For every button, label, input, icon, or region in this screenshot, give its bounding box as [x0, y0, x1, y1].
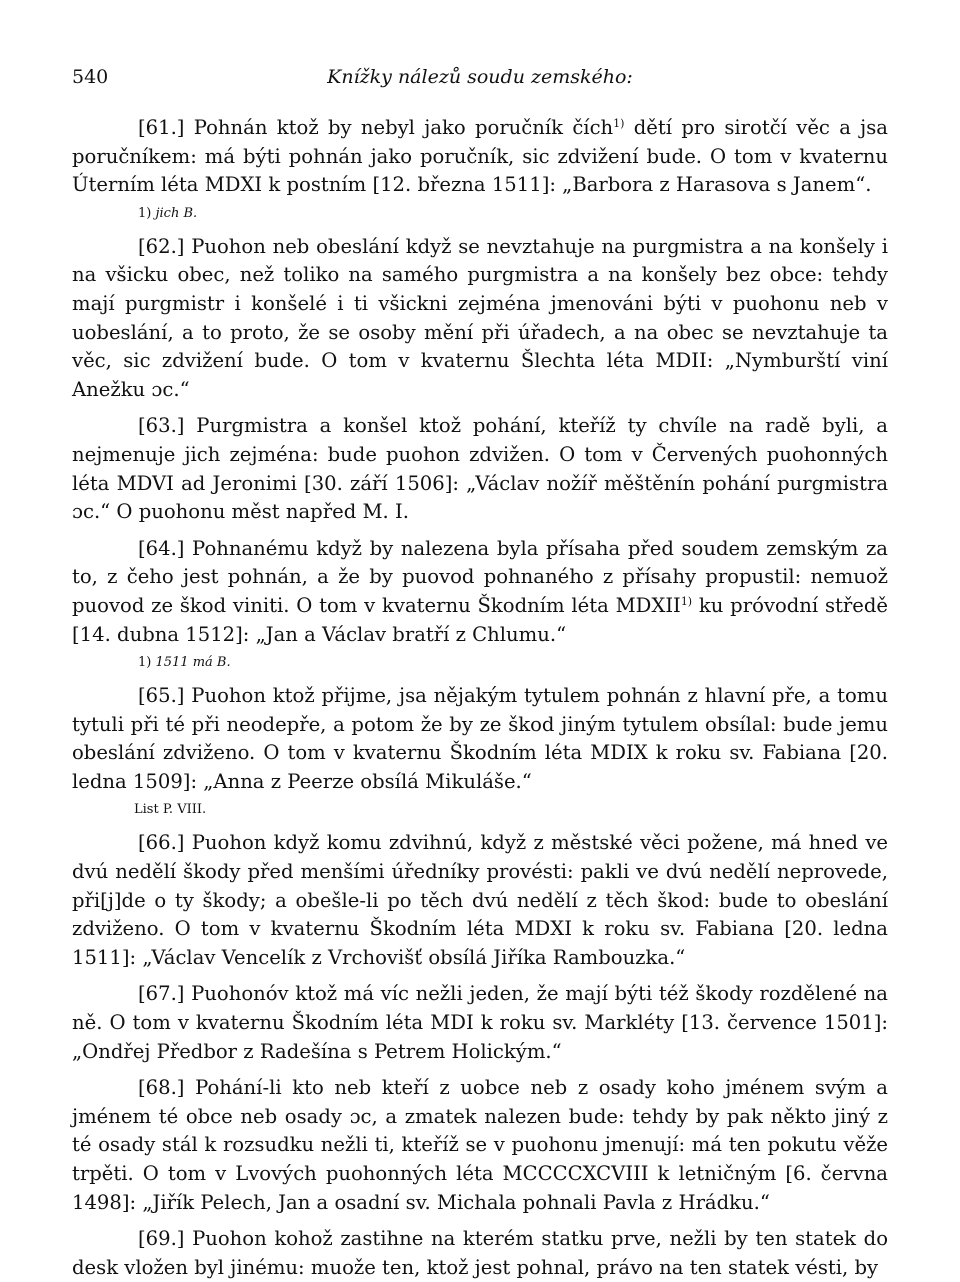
section-63: [63.] Purgmistra a konšel ktož pohání, kteříž ty chvíle na radě byli, a nejmenuje jich zejména: bude puohon zdvižen. O tom v Červených puohonných léta MDVI ad Jeronimi [30. září 1506]: „Václav nožíř měštěnín pohání purgmistra ɔc.“ O puohonu měst napřed M. I. — [72, 414, 888, 524]
page-body — [72, 114, 888, 1282]
footnote: 1) 1511 má B. — [138, 655, 231, 671]
running-title: Knížky nálezů soudu zemského: — [327, 66, 633, 88]
page-number: 540 — [72, 66, 109, 88]
section-62: [62.] Puohon neb obeslání když se nevztahuje na purgmistra a na konšely i na všicku obec, než toliko na samého purgmistra a na konšely bez obce: tehdy mají purgmistr i konšelé i ti všickni zejména jmenováni býti v puohonu neb v uobeslání, a to proto, že se osoby mění při úřadech, a na obec se nevztahuje ta věc, sic zdvižení bude. O tom v kvaternu Šlechta léta MDII: „Nymburští viní Anežku ɔc.“ — [72, 234, 888, 401]
section-69: [69.] Puohon kohož zastihne na kterém statku prve, nežli by ten statek do desk vložen byl jinému: muože ten, ktož jest pohnal, právo na ten statek vésti, by — [72, 1227, 888, 1279]
section-64: [64.] Pohnanému když by nalezena byla přísaha před soudem zemským za to, z čeho jest pohnán, a že by puovod pohnaného z přísahy propustil: nemuož puovod ze škod viniti. O tom v kvaternu Škodním léta MDXII$^{1)}$ ku próvodní středě [14. dubna 1512]: „Jan a Václav bratří z Chlumu.“ — [72, 536, 888, 646]
footnote-ref: 1) — [613, 117, 625, 130]
section-67: [67.] Puohonóv ktož má víc nežli jeden, že mají býti též škody rozdělené na ně. O tom v kvaternu Škodním léta MDI k roku sv. Markléty [13. července 1501]: „Ondřej Předbor z Radešína s Petrem Holickým.“ — [72, 982, 888, 1063]
folio-marker: List P. VIII. — [134, 802, 207, 818]
section-65: [65.] Puohon ktož přijme, jsa nějakým tytulem pohnán z hlavní pře, a tomu tytuli při té při neodepře, a potom že by ze škod jiným tytulem obsílal: bude jemu obeslání zdviženo. O tom v kvaternu Škodním léta MDIX k roku sv. Fabiana [20. ledna 1509]: „Anna z Peerze obsílá Mikuláše.“ — [72, 684, 888, 793]
section-68: [68.] Pohání-li kto neb kteří z uobce neb z osady koho jménem svým a jménem té obce neb osady ɔc, a zmatek nalezen bude: tehdy by pak někto jiný z té osady stál k rozsudku nežli ti, kteříž se v puohonu jmenují: má ten pokutu věže trpěti. O tom v Lvových puohonných léta MCCCCXCVIII k letničným [6. června 1498]: „Jiřík Pelech, Jan a osadní sv. Michala pohnali Pavla z Hrádku.“ — [72, 1076, 888, 1214]
page-header — [72, 62, 888, 92]
footnote: 1) jich B. — [138, 205, 198, 221]
footnote-ref: 1) — [680, 594, 693, 608]
section-61: [61.] Pohnán ktož by nebyl jako poručník čích$^{1)}$ dětí pro sirotčí věc a jsa poručníkem: má býti pohnán jako poručník, sic zdvižení bude. O tom v kvaternu Úterním léta MDXI k postním [12. března 1511]: „Barbora z Harasova s Janem“. — [72, 116, 888, 197]
section-66: [66.] Puohon když komu zdvihnú, když z městské věci požene, má hned ve dvú nedělí škody před menšími úředníky provésti: pakli ve dvú nedělí neprovede, při[j]de o ty škody; a obešle-li po těch dvú nedělí z těch škod: bude to obeslání zdviženo. O tom v kvaternu Škodním léta MDXI k roku sv. Fabiana [20. ledna 1511]: „Václav Vencelík z Vrchovišť obsílá Jiříka Rambouzka.“ — [72, 831, 888, 969]
